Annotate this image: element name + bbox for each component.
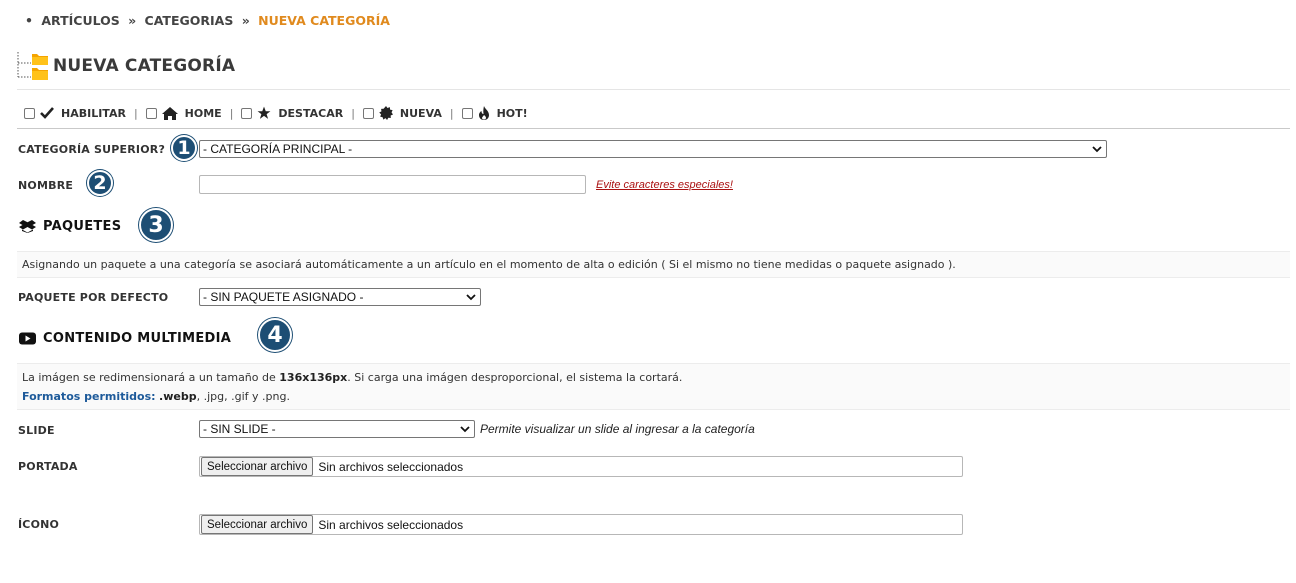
breadcrumb-separator: »	[241, 13, 250, 28]
chevron-down-icon	[460, 424, 470, 434]
packages-info	[17, 251, 1290, 278]
flag-hot[interactable]	[462, 106, 528, 120]
flag-separator: |	[133, 106, 138, 120]
habilitar-checkbox[interactable]	[24, 108, 35, 119]
flag-home[interactable]	[146, 107, 222, 120]
breadcrumb	[25, 13, 390, 28]
default-package-value: - SIN PAQUETE ASIGNADO -	[203, 290, 364, 304]
slide-hint: Permite visualizar un slide al ingresar a la categoría	[480, 422, 755, 436]
flags-toolbar	[24, 106, 528, 120]
chevron-down-icon	[466, 292, 476, 302]
flag-separator: |	[449, 106, 454, 120]
star-icon	[257, 106, 271, 120]
icon-choose-file-button[interactable]: Seleccionar archivo	[201, 515, 313, 534]
flag-label: HOME	[184, 106, 222, 120]
formats-label: Formatos permitidos:	[22, 390, 156, 403]
packages-info-text: Asignando un paquete a una categoría se asociará automáticamente a un artículo en el momento de alta o edición ( Si el mismo no tiene medidas o paquete asignado ).	[22, 258, 956, 271]
hot-checkbox[interactable]	[462, 108, 473, 119]
flag-label: NUEVA	[399, 106, 442, 120]
slide-select[interactable]	[199, 420, 475, 438]
name-input[interactable]	[199, 175, 586, 194]
folder-tree-icon	[17, 50, 49, 82]
step-badge-1: 1	[171, 135, 197, 161]
flag-separator: |	[229, 106, 234, 120]
breadcrumb-item-articulos[interactable]: ARTÍCULOS	[41, 13, 120, 28]
breadcrumb-bullet: •	[25, 13, 33, 28]
cover-choose-file-button[interactable]: Seleccionar archivo	[201, 457, 313, 476]
step-badge-2: 2	[87, 170, 113, 196]
badge-icon	[379, 106, 393, 120]
youtube-icon	[19, 332, 36, 345]
info-text: La imágen se redimensionará a un tamaño de	[22, 371, 280, 384]
fire-icon	[478, 106, 490, 120]
breadcrumb-separator: »	[128, 13, 137, 28]
flag-label: HABILITAR	[61, 106, 126, 120]
parent-category-label: CATEGORÍA SUPERIOR?	[18, 143, 166, 156]
multimedia-title: CONTENIDO MULTIMEDIA	[43, 331, 232, 346]
name-label: NOMBRE	[18, 179, 74, 192]
formats-bold: .webp	[159, 390, 197, 403]
icon-label: ÍCONO	[18, 518, 60, 531]
icon-file-input[interactable]	[199, 514, 963, 535]
flag-separator: |	[351, 106, 355, 120]
multimedia-info-line	[22, 370, 1290, 386]
cubes-icon	[19, 220, 36, 233]
step-badge-4: 4	[258, 318, 292, 352]
flag-label: HOT!	[496, 106, 528, 120]
slide-value: - SIN SLIDE -	[203, 422, 276, 436]
nueva-checkbox[interactable]	[363, 108, 374, 119]
slide-label: SLIDE	[18, 424, 55, 437]
default-package-label: PAQUETE POR DEFECTO	[18, 291, 169, 304]
multimedia-info	[17, 363, 1290, 410]
default-package-select[interactable]	[199, 288, 481, 306]
info-text: . Si carga una imágen desproporcional, el sistema la cortará.	[347, 371, 683, 384]
packages-title: PAQUETES	[43, 219, 122, 234]
divider	[17, 89, 1290, 90]
breadcrumb-item-categorias[interactable]: CATEGORIAS	[144, 13, 234, 28]
flag-habilitar[interactable]	[24, 107, 126, 120]
name-hint: Evite caracteres especiales!	[596, 179, 733, 191]
flag-destacar[interactable]	[241, 106, 343, 120]
check-icon	[40, 107, 54, 119]
divider	[17, 128, 1290, 129]
flag-label: DESTACAR	[278, 106, 344, 120]
page-header	[17, 50, 235, 82]
chevron-down-icon	[1092, 144, 1102, 154]
home-icon	[162, 107, 178, 120]
packages-section-title	[19, 219, 121, 234]
cover-file-input[interactable]	[199, 456, 963, 477]
info-size: 136x136px	[279, 371, 348, 384]
parent-category-value: - CATEGORÍA PRINCIPAL -	[203, 142, 353, 156]
destacar-checkbox[interactable]	[241, 108, 252, 119]
multimedia-section-title	[19, 331, 231, 346]
formats-line	[22, 389, 1290, 405]
cover-label: PORTADA	[18, 460, 78, 473]
icon-file-status: Sin archivos seleccionados	[318, 517, 464, 532]
cover-file-status: Sin archivos seleccionados	[318, 459, 464, 474]
formats-rest: , .jpg, .gif y .png.	[196, 390, 290, 403]
flag-nueva[interactable]	[363, 106, 442, 120]
page-title: NUEVA CATEGORÍA	[53, 56, 236, 76]
parent-category-select[interactable]	[199, 140, 1107, 158]
step-badge-3: 3	[139, 208, 173, 242]
breadcrumb-current: NUEVA CATEGORÍA	[258, 13, 390, 28]
home-checkbox[interactable]	[146, 108, 157, 119]
